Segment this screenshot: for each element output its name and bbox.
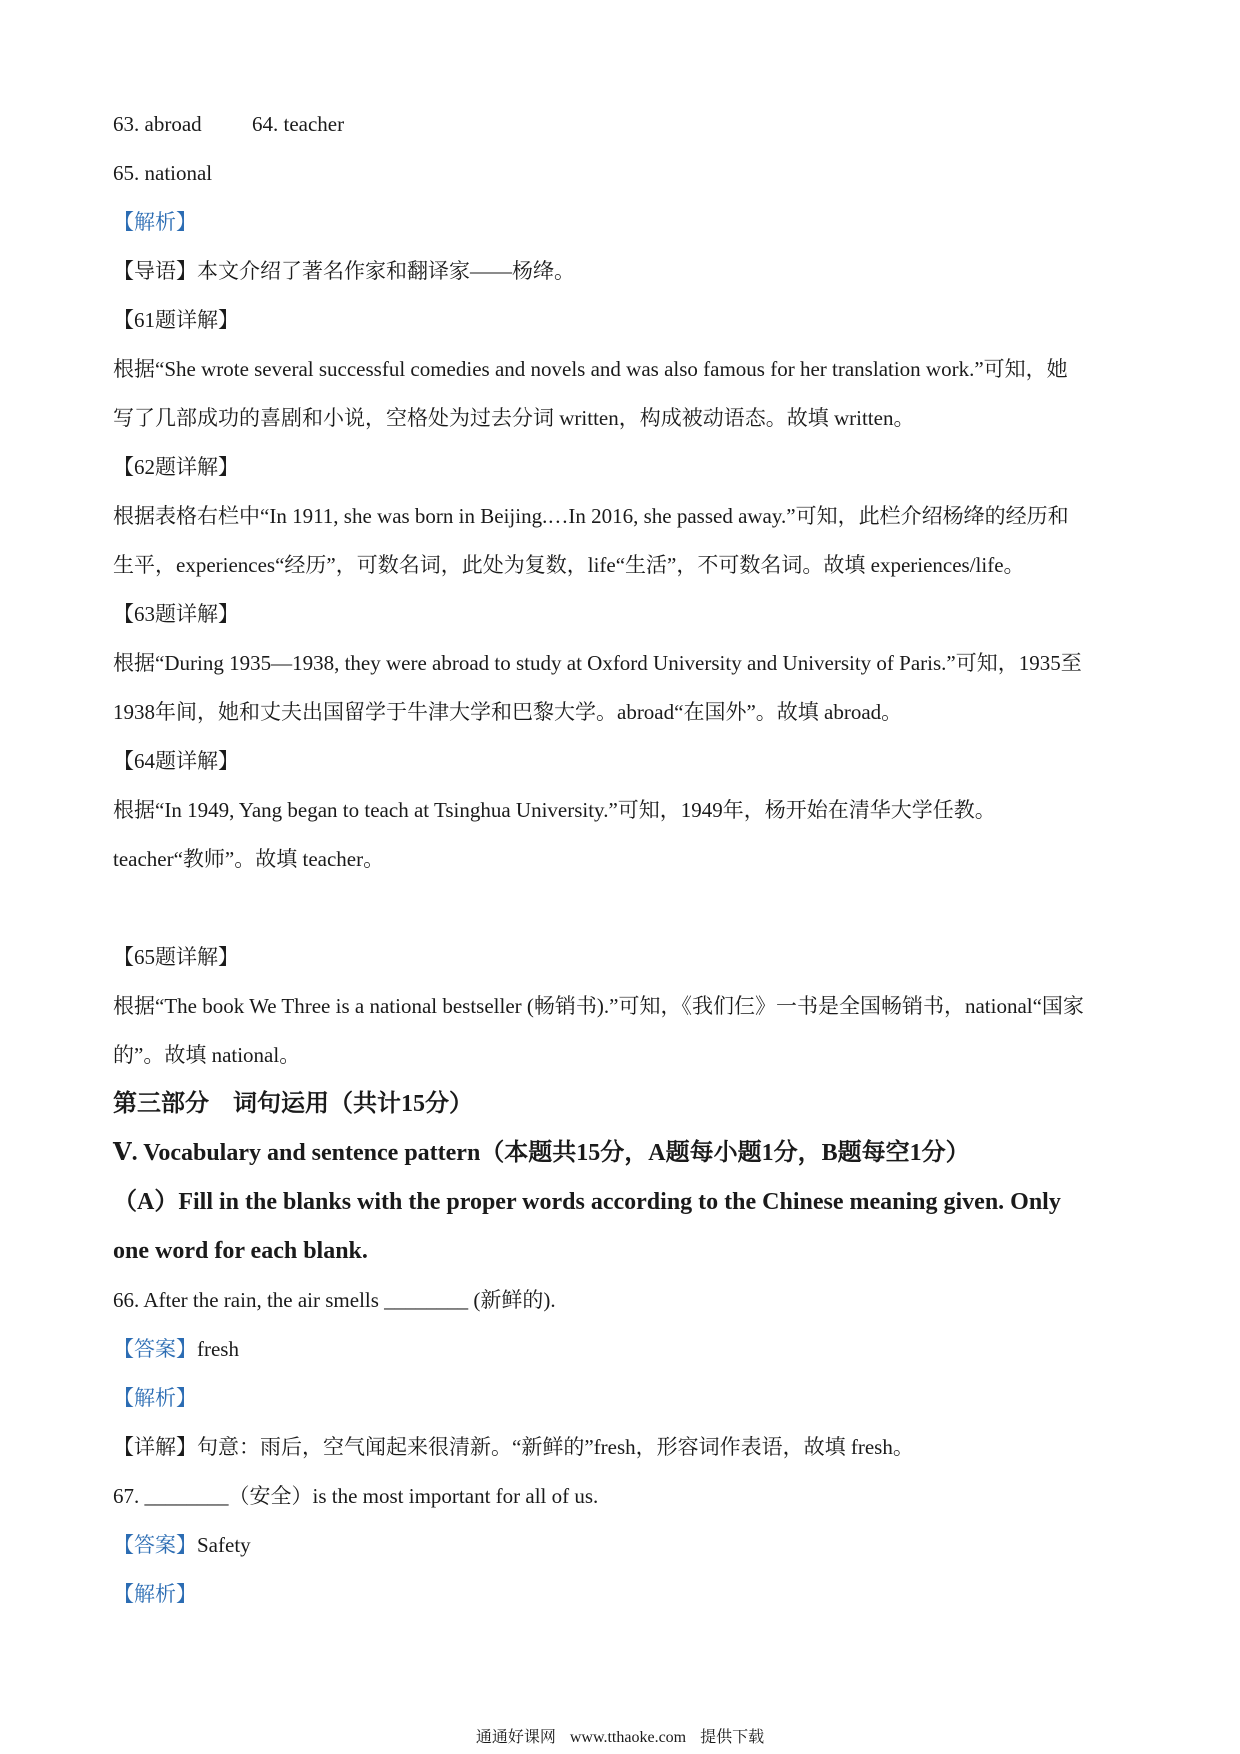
q67-analysis-label: 【解析】 xyxy=(113,1582,197,1606)
footer-site-name: 通通好课网 xyxy=(475,1729,556,1746)
q61-line2: 写了几部成功的喜剧和小说，空格处为过去分词 written，构成被动语态。故填 written。 xyxy=(113,406,915,430)
answer-64: 64. teacher xyxy=(252,112,345,136)
q62-title: 【62题详解】 xyxy=(113,455,239,479)
part3-heading: 第三部分 词句运用（共计15分） xyxy=(113,1091,473,1117)
document-page xyxy=(113,100,1133,1619)
page-footer xyxy=(0,1728,1240,1748)
analysis-label: 【解析】 xyxy=(113,210,197,234)
q63-line2: 1938年间，她和丈夫出国留学于牛津大学和巴黎大学。abroad“在国外”。故填 abroad。 xyxy=(113,700,903,724)
q66-answer-label: 【答案】 xyxy=(113,1337,197,1361)
q66-answer: fresh xyxy=(197,1337,239,1361)
q65-line1: 根据“The book We Three is a national bestseller (畅销书).”可知，《我们仨》一书是全国畅销书，national“国家 xyxy=(113,994,1084,1018)
q64-title: 【64题详解】 xyxy=(113,749,239,773)
q66-answer-row xyxy=(113,1325,1133,1374)
q66-question: 66. After the rain, the air smells ________ (新鲜的). xyxy=(113,1288,556,1312)
q61-line1: 根据“She wrote several successful comedies and novels and was also famous for her translation work.”可知，她 xyxy=(113,357,1068,381)
q67-answer-label: 【答案】 xyxy=(113,1533,197,1557)
footer-url[interactable]: www.tthaoke.com xyxy=(569,1729,687,1746)
section-a-instructions-line1: （A）Fill in the blanks with the proper words according to the Chinese meaning given. Only xyxy=(113,1189,1061,1215)
q66-detail-row xyxy=(113,1423,1133,1472)
q61-title: 【61题详解】 xyxy=(113,308,239,332)
section-a-instructions-line2: one word for each blank. xyxy=(113,1238,368,1264)
intro-text: 【导语】本文介绍了著名作家和翻译家——杨绛。 xyxy=(113,259,575,283)
section-v-heading: Ⅴ. Vocabulary and sentence pattern（本题共15分，A题每小题1分，B题每空1分） xyxy=(113,1140,970,1166)
q63-line1: 根据“During 1935—1938, they were abroad to study at Oxford University and University of Paris.”可知，1935至 xyxy=(113,651,1082,675)
q62-line2: 生平，experiences“经历”，可数名词，此处为复数，life“生活”，不可数名词。故填 experiences/life。 xyxy=(113,553,1025,577)
q63-title: 【63题详解】 xyxy=(113,602,239,626)
q66-analysis-label: 【解析】 xyxy=(113,1386,197,1410)
q66-detail-label: 【详解】 xyxy=(113,1435,197,1459)
answer-65: 65. national xyxy=(113,161,213,185)
q65-title: 【65题详解】 xyxy=(113,945,239,969)
answer-row-63-64 xyxy=(113,100,1133,149)
q67-answer-row xyxy=(113,1521,1133,1570)
q67-answer: Safety xyxy=(197,1533,251,1557)
q66-detail: 句意：雨后，空气闻起来很清新。“新鲜的”fresh，形容词作表语，故填 fresh。 xyxy=(197,1435,914,1459)
answer-63: 63. abroad xyxy=(113,112,202,136)
q62-line1: 根据表格右栏中“In 1911, she was born in Beijing.…In 2016, she passed away.”可知，此栏介绍杨绛的经历和 xyxy=(113,504,1069,528)
footer-tagline: 提供下载 xyxy=(700,1729,765,1746)
q64-line1: 根据“In 1949, Yang began to teach at Tsinghua University.”可知，1949年，杨开始在清华大学任教。 xyxy=(113,798,996,822)
q64-line2: teacher“教师”。故填 teacher。 xyxy=(113,847,385,871)
q65-line2: 的”。故填 national。 xyxy=(113,1043,301,1067)
q67-question: 67. ________（安全）is the most important for all of us. xyxy=(113,1484,599,1508)
spacer xyxy=(113,884,1133,933)
